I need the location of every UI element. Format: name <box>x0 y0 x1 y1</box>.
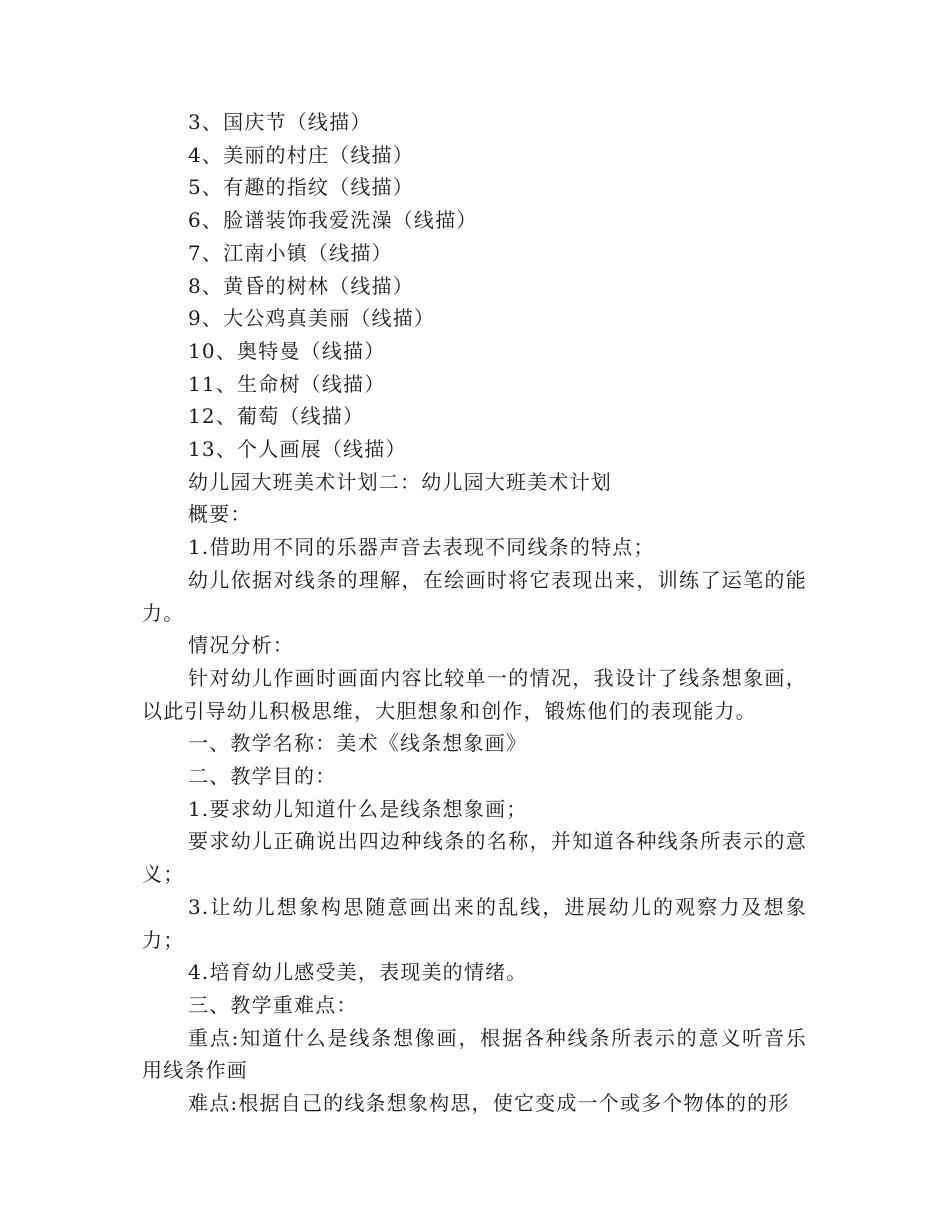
document-body <box>142 106 807 1120</box>
paragraph: 3.让幼儿想象构思随意画出来的乱线，进展幼儿的观察力及想象力； <box>142 894 807 952</box>
paragraph: 1.借助用不同的乐器声音去表现不同线条的特点； <box>188 535 655 560</box>
paragraph: 针对幼儿作画时画面内容比较单一的情况，我设计了线条想象画，以此引导幼儿积极思维，大胆想象和创作，锻炼他们的表现能力。 <box>142 665 807 723</box>
overview-heading: 概要： <box>188 502 252 527</box>
paragraph: 4.培育幼儿感受美，表现美的情绪。 <box>188 960 528 985</box>
list-item-5: 5、有趣的指纹（线描） <box>188 175 414 200</box>
list-item-10: 10、奥特曼（线描） <box>188 338 386 363</box>
section-heading: 幼儿园大班美术计划二：幼儿园大班美术计划 <box>188 469 612 494</box>
list-item-7: 7、江南小镇（线描） <box>188 240 393 265</box>
paragraph: 要求幼儿正确说出四边种线条的名称，并知道各种线条所表示的意义； <box>142 829 807 887</box>
paragraph: 幼儿依据对线条的理解，在绘画时将它表现出来，训练了运笔的能力。 <box>142 567 807 625</box>
list-item-6: 6、脸谱装饰我爱洗澡（线描） <box>188 208 478 233</box>
list-item-11: 11、生命树（线描） <box>188 371 386 396</box>
list-item-13: 13、个人画展（线描） <box>188 437 407 462</box>
list-item-9: 9、大公鸡真美丽（线描） <box>188 306 436 331</box>
paragraph: 难点:根据自己的线条想象构思，使它变成一个或多个物体的的形 <box>188 1091 790 1116</box>
list-item-4: 4、美丽的村庄（线描） <box>188 142 414 167</box>
analysis-heading: 情况分析： <box>188 633 294 658</box>
list-item-12: 12、葡萄（线描） <box>188 404 365 429</box>
subheading: 二、教学目的： <box>188 764 337 789</box>
paragraph: 重点:知道什么是线条想像画，根据各种线条所表示的意义听音乐用线条作画 <box>142 1025 807 1083</box>
list-item-8: 8、黄昏的树林（线描） <box>188 273 414 298</box>
paragraph: 1.要求幼儿知道什么是线条想象画； <box>188 796 528 821</box>
subheading: 一、教学名称：美术《线条想象画》 <box>188 731 528 756</box>
subheading: 三、教学重难点： <box>188 992 358 1017</box>
list-item-3: 3、国庆节（线描） <box>188 110 372 134</box>
